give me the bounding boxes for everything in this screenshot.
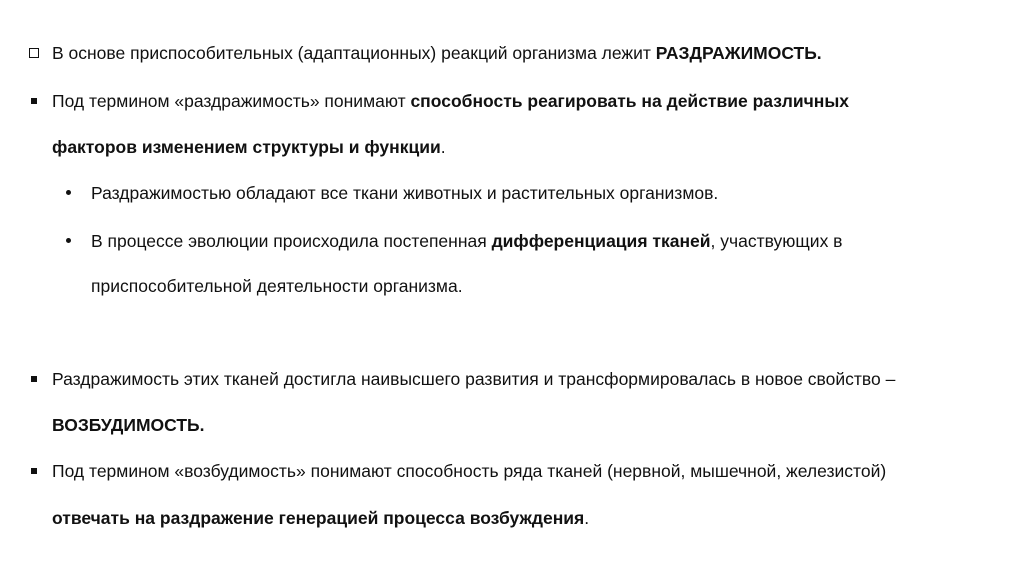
- text-after: .: [440, 137, 446, 157]
- text-bold: факторов изменением структуры и функции: [52, 137, 441, 157]
- text-normal: Раздражимость этих тканей достигла наивысшего развития и трансформировалась в новое свойство –: [52, 369, 896, 389]
- list-item-text: [52, 42, 822, 64]
- round-bullet-icon: [66, 238, 71, 243]
- text-bold: РАЗДРАЖИМОСТЬ.: [655, 43, 822, 63]
- text-normal: В процессе эволюции происходила постепенная: [91, 231, 492, 251]
- square-bullet-icon: [31, 468, 37, 474]
- sub-list-item-text: [91, 230, 842, 252]
- square-bullet-icon: [31, 376, 37, 382]
- text-normal: Под термином «раздражимость» понимают: [52, 91, 411, 111]
- text-bold: ВОЗБУДИМОСТЬ.: [52, 415, 205, 435]
- text-normal: Под термином «возбудимость» понимают способность ряда тканей (нервной, мышечной, железистой): [52, 461, 887, 481]
- list-item-text: [52, 460, 886, 482]
- sub-list-item-text-continuation: [91, 275, 463, 297]
- text-normal: Раздражимостью обладают все ткани животных и растительных организмов.: [91, 183, 719, 203]
- round-bullet-icon: [66, 190, 71, 195]
- text-bold: отвечать на раздражение генерацией процесса возбуждения: [52, 508, 585, 528]
- text-bold: способность реагировать на действие различных: [410, 91, 849, 111]
- square-bullet-icon: [31, 98, 37, 104]
- sub-list-item-text: [91, 182, 718, 204]
- list-item-text-continuation: [52, 507, 589, 529]
- list-item-text: [52, 368, 895, 390]
- text-normal: В основе приспособительных (адаптационных) реакций организма лежит: [52, 43, 656, 63]
- list-item-text-continuation: [52, 136, 446, 158]
- text-bold: дифференциация тканей: [491, 231, 711, 251]
- list-item-text: [52, 90, 849, 112]
- list-item-text-continuation: [52, 414, 204, 436]
- text-after: .: [584, 508, 590, 528]
- checkbox-icon: [29, 48, 39, 58]
- text-normal: приспособительной деятельности организма.: [91, 276, 463, 296]
- text-after: , участвующих в: [710, 231, 843, 251]
